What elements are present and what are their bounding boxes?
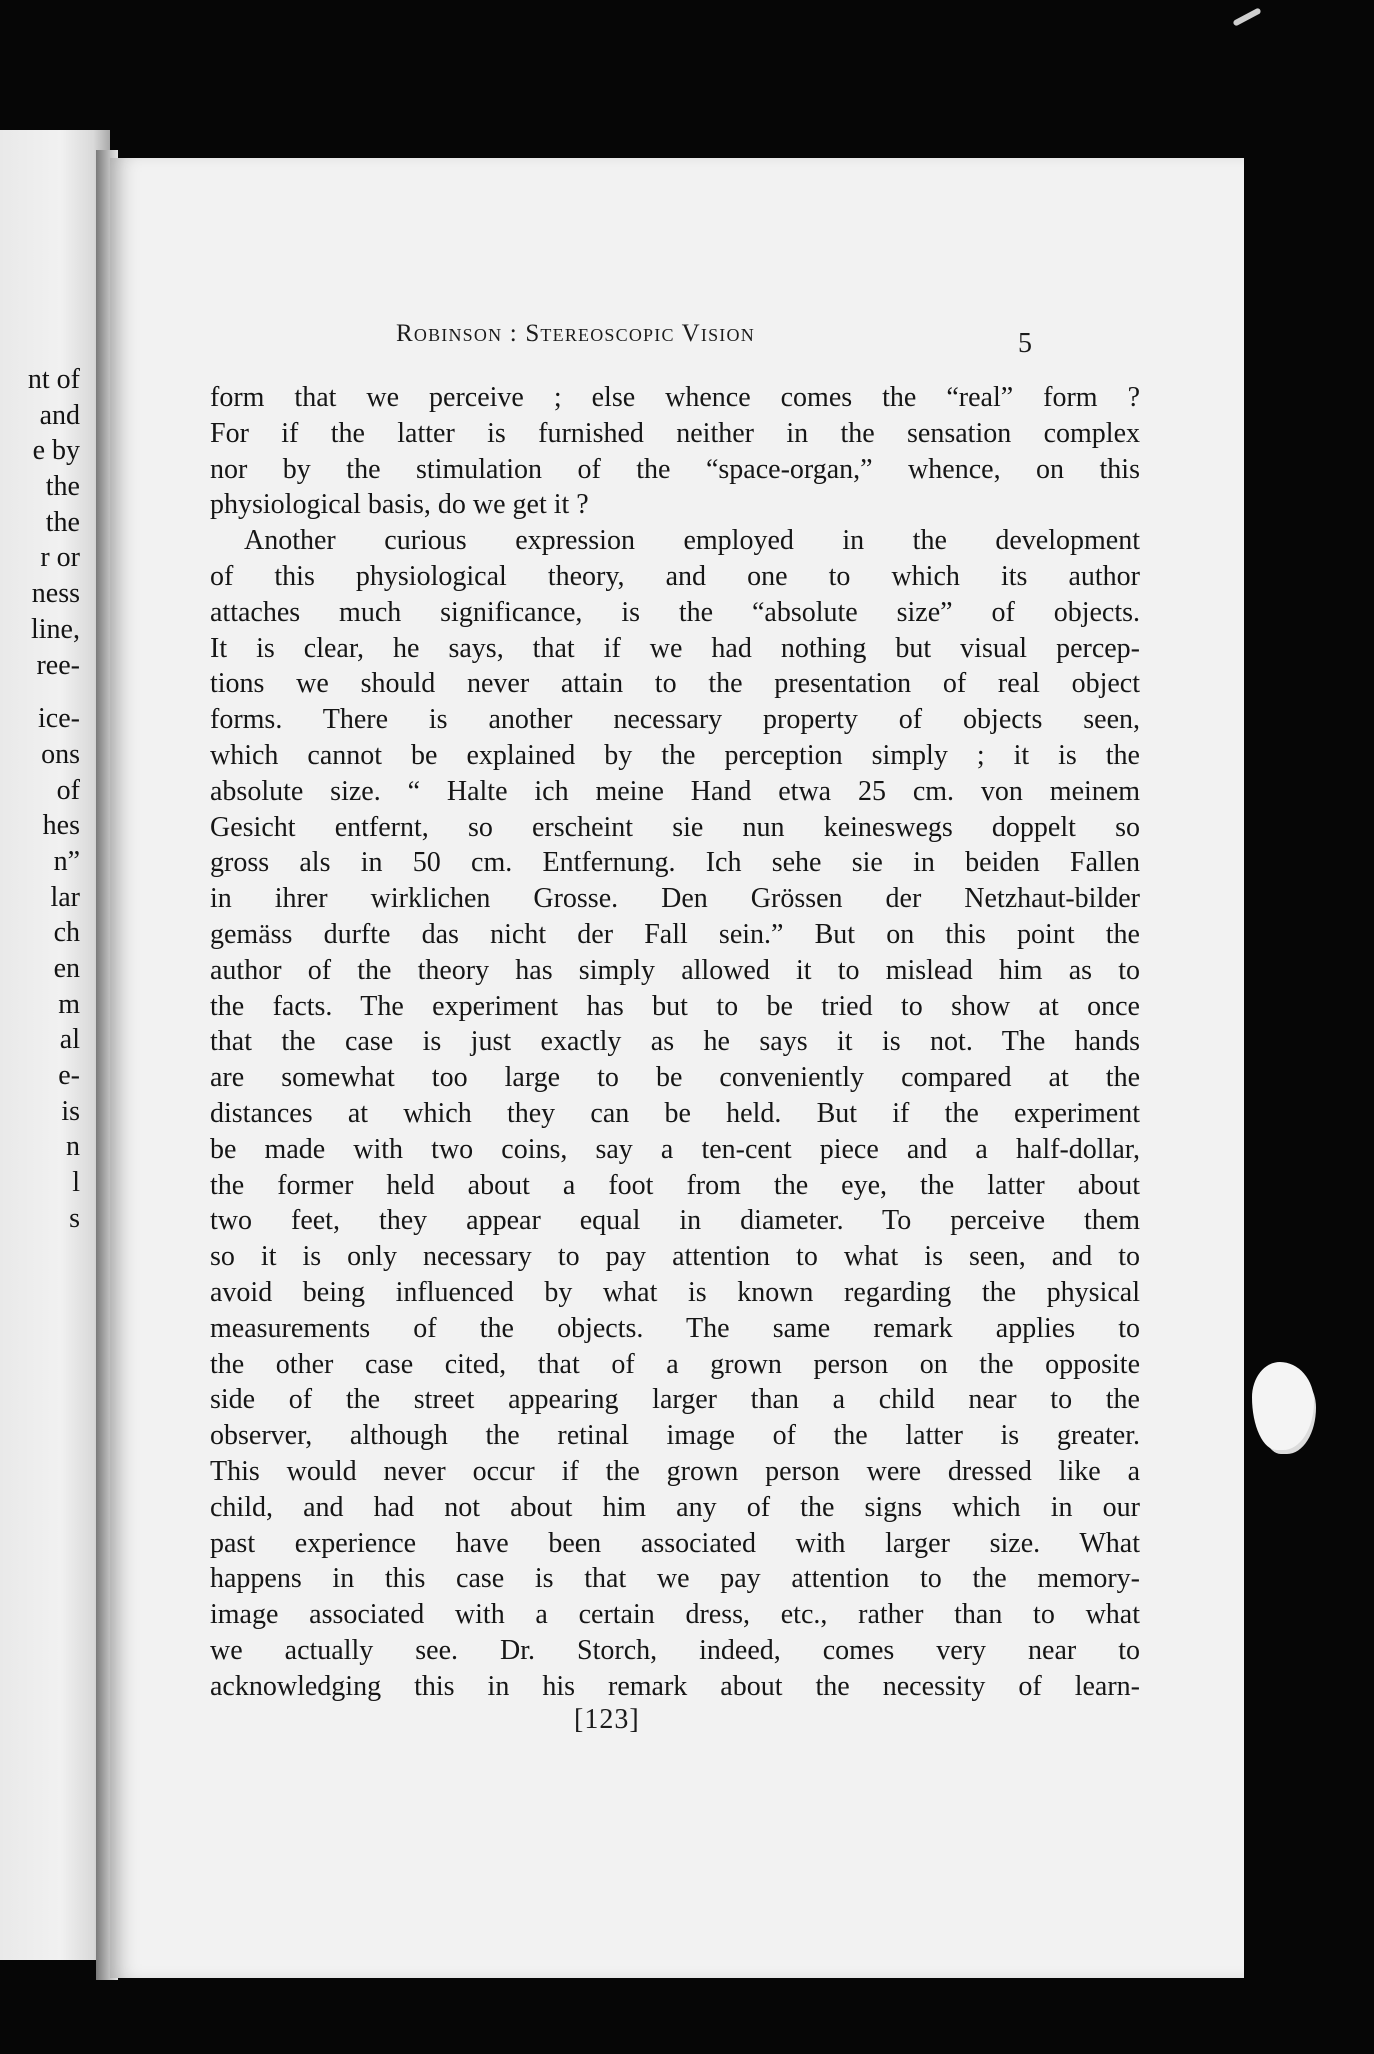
text-line: of this physiological theory, and one to which its author (210, 560, 1140, 592)
left-fragment: ons (41, 738, 80, 770)
left-fragment: and (39, 399, 80, 431)
book-page (110, 158, 1244, 1978)
text-line: past experience have been associated with larger size. What (210, 1527, 1140, 1559)
left-fragment: line, (31, 613, 80, 645)
running-header-title: Robinson : Stereoscopic Vision (396, 320, 755, 347)
text-line: we actually see. Dr. Storch, indeed, comes very near to (210, 1634, 1140, 1666)
scan-artifact-mark (1232, 7, 1261, 26)
left-fragment: lar (50, 881, 80, 913)
left-page-text-fragments (0, 362, 80, 1237)
text-line: avoid being influenced by what is known regarding the physical (210, 1276, 1140, 1308)
left-fragment: the (45, 471, 80, 503)
text-line: acknowledging this in his remark about the necessity of learn- (210, 1670, 1140, 1702)
left-fragment: is (61, 1095, 80, 1127)
text-line: the other case cited, that of a grown person on the opposite (210, 1348, 1140, 1380)
scan-artifact-paper-scrap (1252, 1362, 1314, 1450)
text-line: gross als in 50 cm. Entfernung. Ich sehe sie in beiden Fallen (210, 847, 1140, 879)
left-fragment: ree- (36, 649, 80, 681)
left-fragment: al (59, 1024, 80, 1056)
left-fragment: r or (40, 542, 80, 574)
left-fragment: n” (53, 845, 80, 877)
left-fragment: s (69, 1202, 80, 1234)
left-fragment: e- (58, 1060, 80, 1092)
text-line: side of the street appearing larger than a child near to the (210, 1384, 1140, 1416)
text-line: absolute size. “ Halte ich meine Hand etwa 25 cm. von meinem (210, 775, 1140, 807)
text-line: which cannot be explained by the perception simply ; it is the (210, 739, 1140, 771)
text-line: author of the theory has simply allowed it to mislead him as to (210, 954, 1140, 986)
text-line: distances at which they can be held. But if the experiment (210, 1097, 1140, 1129)
left-fragment: e by (32, 435, 80, 467)
body-text (210, 380, 1140, 1704)
page-number: 5 (1018, 328, 1032, 359)
text-line: attaches much significance, is the “absolute size” of objects. (210, 596, 1140, 628)
text-line: that the case is just exactly as he says it is not. The hands (210, 1026, 1140, 1058)
text-line: For if the latter is furnished neither in the sensation complex (210, 417, 1140, 449)
text-line: It is clear, he says, that if we had nothing but visual percep- (210, 632, 1140, 664)
text-line: be made with two coins, say a ten-cent piece and a half-dollar, (210, 1133, 1140, 1165)
left-fragment: en (53, 953, 80, 984)
text-line: are somewhat too large to be conveniently compared at the (210, 1062, 1140, 1094)
left-fragment: ice- (38, 703, 80, 735)
text-line: Gesicht entfernt, so erscheint sie nun keineswegs doppelt so (210, 811, 1140, 843)
left-fragment: the (45, 506, 80, 538)
left-fragment: nt of (27, 364, 80, 395)
text-line: the former held about a foot from the eye, the latter about (210, 1169, 1140, 1201)
left-page-cropped (0, 130, 110, 1960)
left-fragment: l (72, 1167, 80, 1199)
text-line: physiological basis, do we get it ? (210, 489, 589, 521)
left-fragment: m (58, 988, 80, 1020)
text-line: measurements of the objects. The same remark applies to (210, 1312, 1140, 1344)
left-fragment: ch (53, 917, 80, 949)
left-fragment: n (66, 1131, 80, 1163)
text-line: child, and had not about him any of the signs which in our (210, 1491, 1140, 1523)
text-line: image associated with a certain dress, etc., rather than to what (210, 1599, 1140, 1631)
left-fragment: ness (31, 578, 80, 610)
text-line: happens in this case is that we pay attention to the memory- (210, 1563, 1140, 1595)
text-line: observer, although the retinal image of the latter is greater. (210, 1420, 1140, 1452)
text-line: in ihrer wirklichen Grosse. Den Grössen der Netzhaut-bilder (210, 883, 1140, 915)
left-fragment: hes (42, 810, 80, 842)
text-line: form that we perceive ; else whence comes the “real” form ? (210, 382, 1140, 413)
text-line: tions we should never attain to the presentation of real object (210, 668, 1140, 700)
text-line: so it is only necessary to pay attention to what is seen, and to (210, 1241, 1140, 1273)
text-line: forms. There is another necessary property of objects seen, (210, 704, 1140, 736)
text-line: gemäss durfte das nicht der Fall sein.” But on this point the (210, 918, 1140, 950)
text-line: two feet, they appear equal in diameter. To perceive them (210, 1205, 1140, 1237)
left-fragment-gap (0, 683, 80, 701)
original-page-number: [123] (574, 1704, 640, 1735)
text-line: nor by the stimulation of the “space-organ,” whence, on this (210, 453, 1140, 485)
left-fragment: of (56, 774, 80, 806)
text-line: the facts. The experiment has but to be tried to show at once (210, 990, 1140, 1022)
text-line-paragraph-start: Another curious expression employed in the development (244, 525, 1140, 557)
text-line: This would never occur if the grown person were dressed like a (210, 1455, 1140, 1487)
